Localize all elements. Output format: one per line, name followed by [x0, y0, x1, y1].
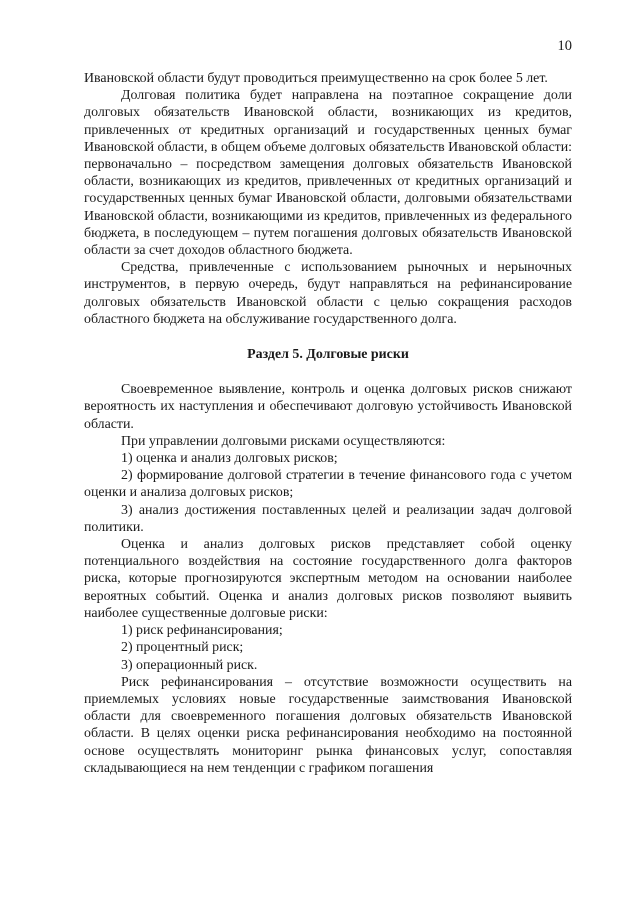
document-body — [84, 70, 572, 777]
section-heading: Раздел 5. Долговые риски — [247, 347, 409, 363]
list-item: 1) оценка и анализ долговых рисков; — [121, 451, 338, 467]
paragraph-debt-policy: Долговая политика будет направлена на поэтапное сокращение доли долговых обязательств Ивановской области, возникающих из кредитов, привлеченных от кредитных организаций и государственных ценных бумаг Ивановской области, в общем объеме долговых обязательств Ивановской области: первоначально – посредством замещения долговых обязательств Ивановской области, возникающих из кредитов, привлеченных от кредитных организаций и государственных ценных бумаг Ивановской области, долговыми обязательствами Ивановской области, возникающими из кредитов, привлеченных из федерального бюджета, в последующем – путем погашения долговых обязательств Ивановской области за счет доходов областного бюджета. — [84, 88, 572, 259]
list-item: 1) риск рефинансирования; — [121, 623, 283, 639]
list-item: 3) операционный риск. — [121, 657, 258, 673]
page-number: 10 — [557, 38, 572, 54]
paragraph-funds: Средства, привлеченные с использованием рыночных и нерыночных инструментов, в первую очередь, будут направляться на рефинансирование долговых обязательств Ивановской области с целью сокращения расходов областного бюджета на обслуживание государственного долга. — [84, 260, 572, 327]
paragraph-risk-management: При управлении долговыми рисками осуществляются: — [121, 433, 446, 449]
paragraph-risk-detection: Своевременное выявление, контроль и оценка долговых рисков снижают вероятность их наступления и обеспечивают долговую устойчивость Ивановской области. — [84, 382, 572, 432]
list-item: 2) формирование долговой стратегии в течение финансового года с учетом оценки и анализа долговых рисков; — [84, 468, 572, 501]
list-item: 2) процентный риск; — [121, 640, 244, 656]
paragraph-refinancing-risk: Риск рефинансирования – отсутствие возможности осуществить на приемлемых условиях новые государственные заимствования Ивановской области для своевременного погашения долговых обязательств Ивановской области. В целях оценки риска рефинансирования необходимо на постоянной основе осуществлять мониторинг рынка финансовых услуг, сопоставляя складывающиеся на нем тенденции с графиком погашения — [84, 674, 572, 776]
paragraph-risk-assessment: Оценка и анализ долговых рисков представляет собой оценку потенциального воздействия на состояние государственного долга факторов риска, которые прогнозируются экспертным методом на основании наиболее вероятных событий. Оценка и анализ долговых рисков позволяют выявить наиболее существенные долговые риски: — [84, 537, 572, 621]
list-item: 3) анализ достижения поставленных целей и реализации задач долговой политики. — [84, 502, 572, 535]
paragraph-continuation: Ивановской области будут проводиться преимущественно на срок более 5 лет. — [84, 71, 548, 86]
